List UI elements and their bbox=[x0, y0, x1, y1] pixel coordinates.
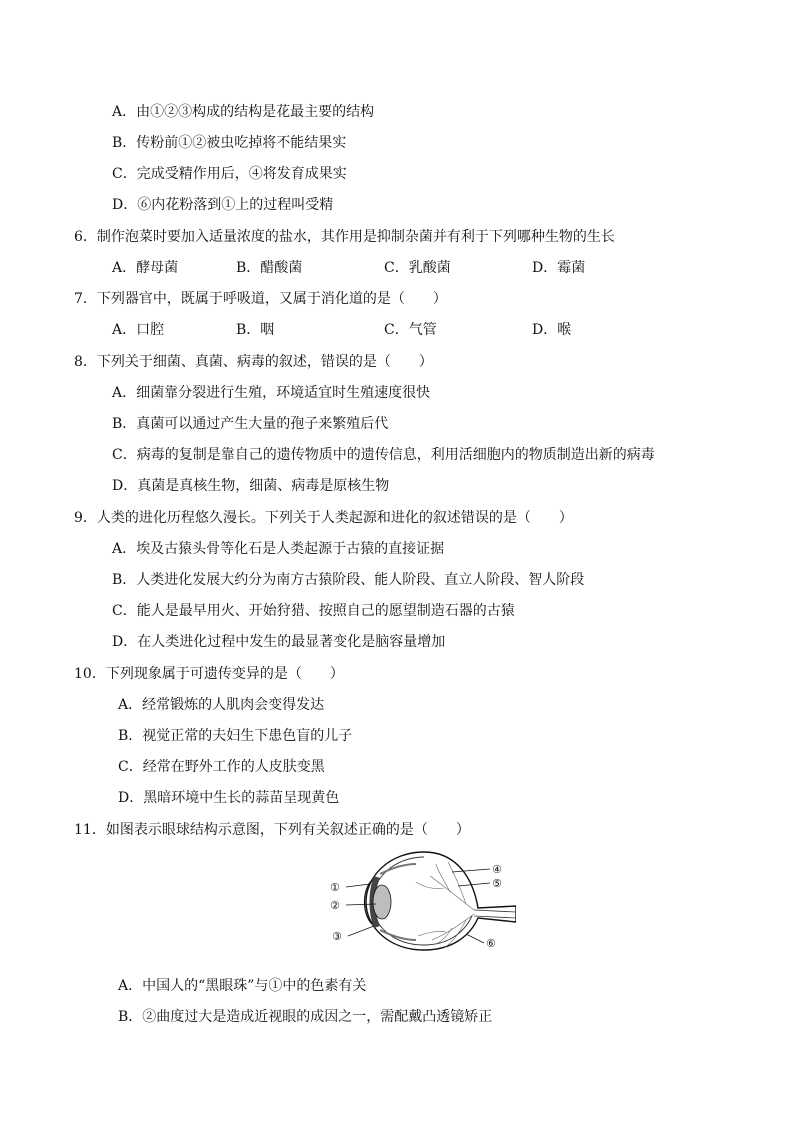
q8-stem: 8．下列关于细菌、真菌、病毒的叙述，错误的是（ ） bbox=[74, 354, 433, 370]
q6-option-d: D．霉菌 bbox=[532, 260, 586, 276]
q6-option-a: A．酵母菌 bbox=[112, 260, 179, 276]
q7-option-b: B．咽 bbox=[236, 322, 275, 338]
q6-stem: 6．制作泡菜时要加入适量浓度的盐水，其作用是抑制杂菌并有利于下列哪种生物的生长 bbox=[74, 229, 615, 245]
q5-option-a: A．由①②③构成的结构是花最主要的结构 bbox=[112, 104, 375, 120]
q11-option-a: A．中国人的“黑眼珠”与①中的色素有关 bbox=[118, 978, 367, 994]
q5-option-b: B．传粉前①②被虫吃掉将不能结果实 bbox=[112, 135, 347, 151]
q10-option-d: D．黑暗环境中生长的蒜苗呈现黄色 bbox=[118, 790, 340, 806]
q9-option-a: A．埃及古猿头骨等化石是人类起源于古猿的直接证据 bbox=[112, 541, 445, 557]
label-3: ③ bbox=[332, 930, 342, 943]
q8-option-a: A．细菌靠分裂进行生殖，环境适宜时生殖速度很快 bbox=[112, 385, 431, 401]
q6-option-b: B．醋酸菌 bbox=[236, 260, 303, 276]
q11-stem: 11．如图表示眼球结构示意图，下列有关叙述正确的是（ ） bbox=[74, 822, 470, 838]
q10-option-c: C．经常在野外工作的人皮肤变黑 bbox=[118, 759, 325, 775]
lens bbox=[373, 885, 391, 919]
q11-option-b: B．②曲度过大是造成近视眼的成因之一，需配戴凸透镜矫正 bbox=[118, 1009, 493, 1025]
q8-option-b: B．真菌可以通过产生大量的孢子来繁殖后代 bbox=[112, 416, 389, 432]
q5-option-d: D．⑥内花粉落到①上的过程叫受精 bbox=[112, 197, 334, 213]
label-5: ⑤ bbox=[492, 877, 502, 890]
q10-option-a: A．经常锻炼的人肌肉会变得发达 bbox=[118, 697, 325, 713]
label-1: ① bbox=[330, 881, 340, 894]
q6-option-c: C．乳酸菌 bbox=[384, 260, 451, 276]
q8-option-d: D．真菌是真核生物，细菌、病毒是原核生物 bbox=[112, 478, 390, 494]
q7-option-a: A．口腔 bbox=[112, 322, 165, 338]
eyeball-diagram bbox=[326, 846, 516, 954]
q9-option-b: B．人类进化发展大约分为南方古猿阶段、能人阶段、直立人阶段、智人阶段 bbox=[112, 572, 585, 588]
q9-option-c: C．能人是最早用火、开始狩猎、按照自己的愿望制造石器的古猿 bbox=[112, 603, 515, 619]
q5-option-c: C．完成受精作用后，④将发育成果实 bbox=[112, 166, 347, 182]
q7-options bbox=[0, 320, 794, 340]
label-6: ⑥ bbox=[486, 937, 496, 950]
q9-option-d: D．在人类进化过程中发生的最显著变化是脑容量增加 bbox=[112, 634, 446, 650]
q7-option-d: D．喉 bbox=[532, 322, 572, 338]
q7-stem: 7．下列器官中，既属于呼吸道，又属于消化道的是（ ） bbox=[74, 291, 447, 307]
q6-options bbox=[0, 258, 794, 278]
q9-stem: 9．人类的进化历程悠久漫长。下列关于人类起源和进化的叙述错误的是（ ） bbox=[74, 510, 573, 526]
label-4: ④ bbox=[492, 863, 502, 876]
q10-option-b: B．视觉正常的夫妇生下患色盲的儿子 bbox=[118, 728, 353, 744]
label-2: ② bbox=[330, 899, 340, 912]
q10-stem: 10．下列现象属于可遗传变异的是（ ） bbox=[74, 666, 344, 682]
q8-option-c: C．病毒的复制是靠自己的遗传物质中的遗传信息，利用活细胞内的物质制造出新的病毒 bbox=[112, 447, 655, 463]
q7-option-c: C．气管 bbox=[384, 322, 437, 338]
